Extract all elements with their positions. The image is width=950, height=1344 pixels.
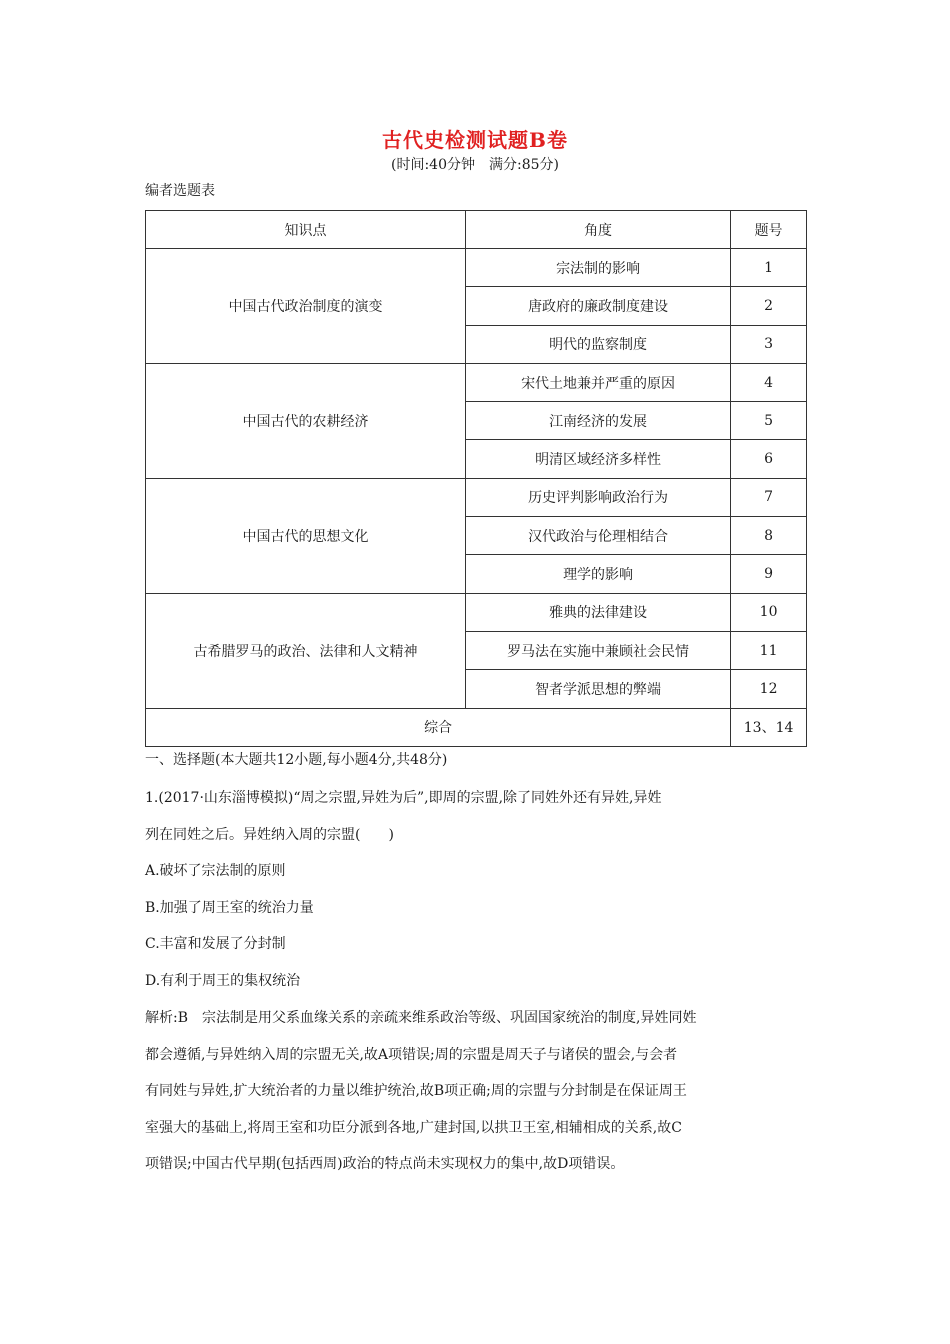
number-cell: 3 [731,325,807,363]
number-cell: 5 [731,402,807,440]
header-angle: 角度 [466,211,731,249]
table-row [146,478,807,516]
analysis-line: 有同姓与异姓,扩大统治者的力量以维护统治,故B项正确;周的宗盟与分封制是在保证周王 [145,1083,687,1099]
number-cell: 12 [731,670,807,708]
angle-cell: 历史评判影响政治行为 [466,478,731,516]
table-row [146,249,807,287]
number-cell: 9 [731,555,807,593]
question-stem-line: 列在同姓之后。异姓纳入周的宗盟( ) [145,826,394,843]
summary-label: 综合 [146,708,731,746]
header-number: 题号 [731,211,807,249]
table-row [146,593,807,631]
analysis-line: 都会遵循,与异姓纳入周的宗盟无关,故A项错误;周的宗盟是周天子与诸侯的盟会,与会者 [145,1046,678,1063]
analysis-line: 项错误;中国古代早期(包括西周)政治的特点尚未实现权力的集中,故D项错误。 [145,1156,625,1172]
angle-cell: 明代的监察制度 [466,325,731,363]
number-cell: 6 [731,440,807,478]
number-cell: 2 [731,287,807,325]
analysis-line: 室强大的基础上,将周王室和功臣分派到各地,广建封国,以拱卫王室,相辅相成的关系,故C [145,1119,682,1136]
angle-cell: 唐政府的廉政制度建设 [466,287,731,325]
number-cell: 8 [731,517,807,555]
selection-table [145,210,807,747]
table-header-row [146,211,807,249]
topic-cell: 中国古代的思想文化 [146,478,466,593]
number-cell: 4 [731,363,807,401]
angle-cell: 智者学派思想的弊端 [466,670,731,708]
analysis [145,1000,807,1183]
option-b: B.加强了周王室的统治力量 [145,899,314,916]
summary-row [146,708,807,746]
angle-cell: 明清区域经济多样性 [466,440,731,478]
page-subtitle: (时间:40分钟 满分:85分) [391,157,559,173]
option-a: A.破坏了宗法制的原则 [145,863,286,879]
table-row [146,363,807,401]
number-cell: 10 [731,593,807,631]
question-stem-line: 1.(2017·山东淄博模拟)“周之宗盟,异姓为后”,即周的宗盟,除了同姓外还有异姓,异姓 [145,790,662,806]
angle-cell: 宋代土地兼并严重的原因 [466,363,731,401]
topic-cell: 中国古代政治制度的演变 [146,249,466,364]
topic-cell: 古希腊罗马的政治、法律和人文精神 [146,593,466,708]
angle-cell: 罗马法在实施中兼顾社会民情 [466,631,731,669]
option-c: C.丰富和发展了分封制 [145,936,286,952]
section-heading: 一、选择题(本大题共12小题,每小题4分,共48分) [145,752,448,768]
angle-cell: 理学的影响 [466,555,731,593]
header-topic: 知识点 [146,211,466,249]
analysis-line: 解析:B 宗法制是用父系血缘关系的亲疏来维系政治等级、巩固国家统治的制度,异姓同姓 [145,1010,697,1026]
angle-cell: 江南经济的发展 [466,402,731,440]
angle-cell: 汉代政治与伦理相结合 [466,517,731,555]
number-cell: 11 [731,631,807,669]
option-d: D.有利于周王的集权统治 [145,972,301,989]
number-cell: 7 [731,478,807,516]
page-title: 古代史检测试题B卷 [382,128,568,152]
table-label: 编者选题表 [145,183,215,199]
angle-cell: 雅典的法律建设 [466,593,731,631]
topic-cell: 中国古代的农耕经济 [146,363,466,478]
angle-cell: 宗法制的影响 [466,249,731,287]
question-1 [145,780,807,999]
summary-number: 13、14 [731,708,807,746]
number-cell: 1 [731,249,807,287]
